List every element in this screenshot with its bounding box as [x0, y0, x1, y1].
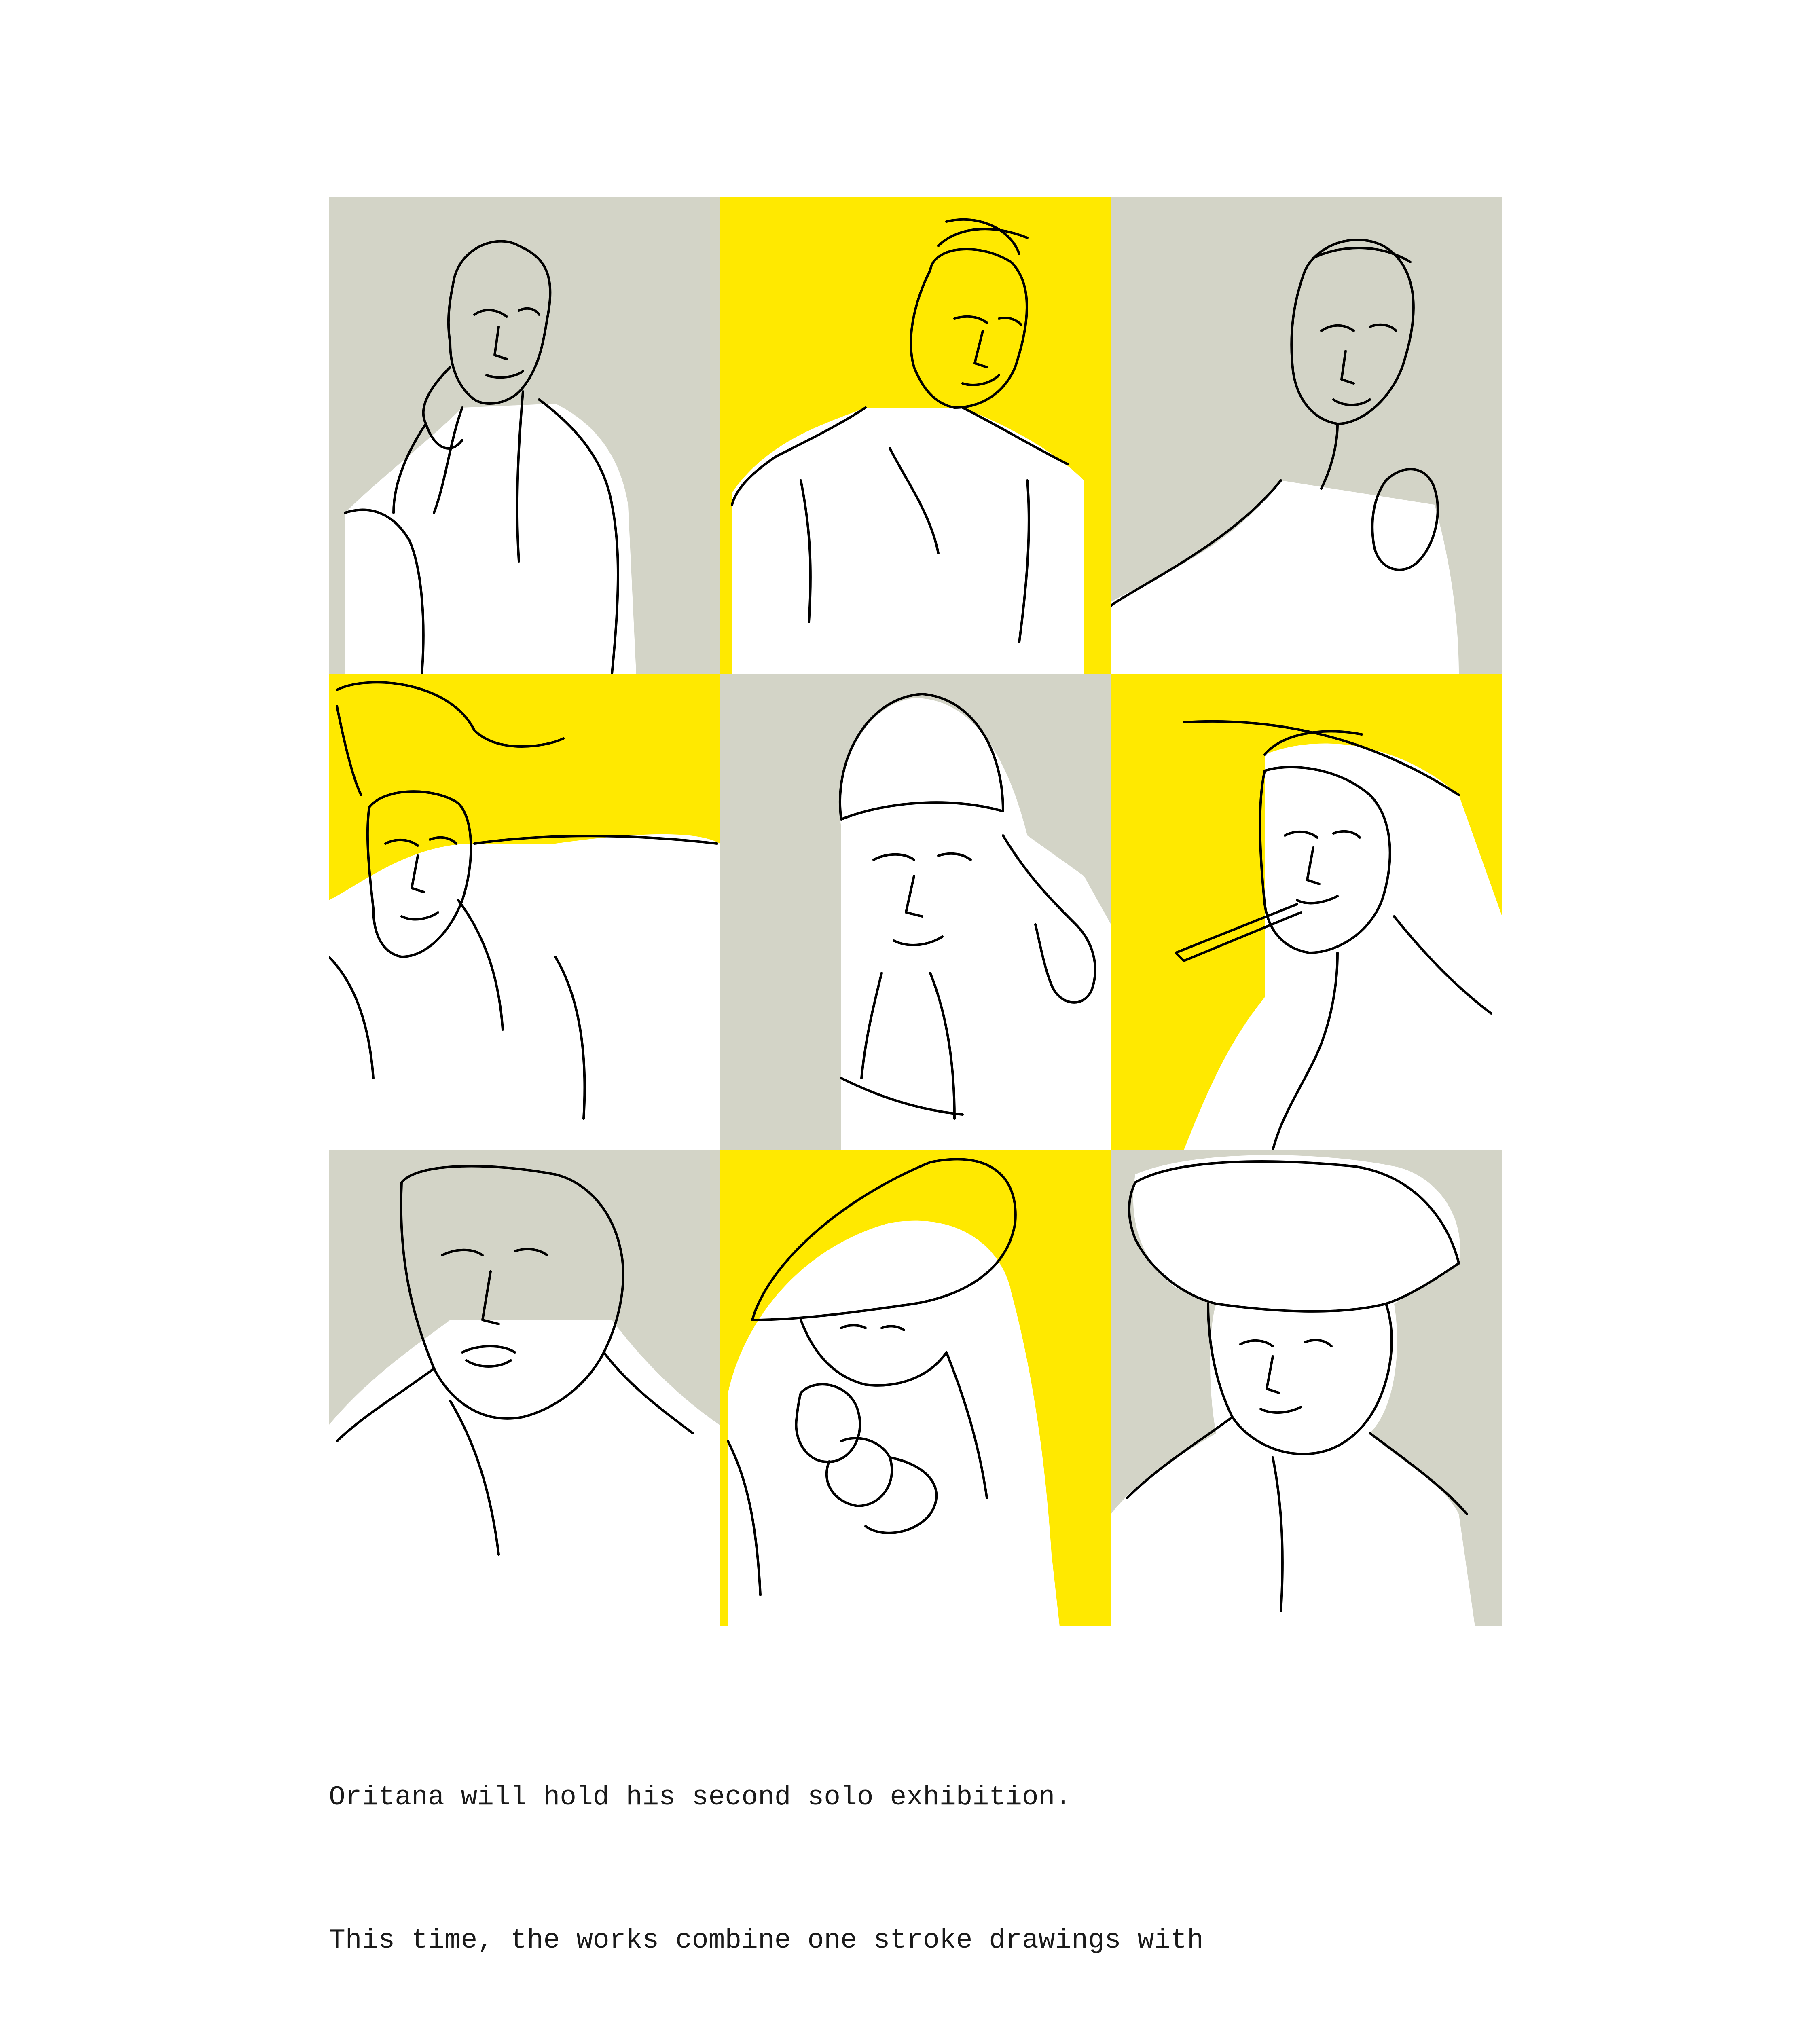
panel-1 [329, 197, 720, 674]
description-line-1: Oritana will hold his second solo exhibition. [329, 1782, 1072, 1813]
portrait-hand-to-face-icon [329, 197, 720, 674]
portrait-grid [329, 197, 1502, 1626]
panel-4 [329, 674, 720, 1150]
portrait-cap-icon [720, 197, 1111, 674]
panel-7 [329, 1150, 720, 1626]
portrait-bucket-hat-icon [329, 674, 720, 1150]
exhibition-description [329, 1678, 1542, 2022]
portrait-beret-icon [720, 1150, 1111, 1626]
description-line-2: This time, the works combine one stroke drawings with [329, 1925, 1204, 1956]
panel-5 [720, 674, 1111, 1150]
panel-8 [720, 1150, 1111, 1626]
panel-6 [1111, 674, 1502, 1150]
panel-9 [1111, 1150, 1502, 1626]
portrait-beanie-icon [720, 674, 1111, 1150]
portrait-hand-on-chin-icon [1111, 197, 1502, 674]
portrait-mustache-icon [329, 1150, 720, 1626]
portrait-brimmed-hat-icon [1111, 1150, 1502, 1626]
panel-3 [1111, 197, 1502, 674]
portrait-smoking-icon [1111, 674, 1502, 1150]
panel-2 [720, 197, 1111, 674]
